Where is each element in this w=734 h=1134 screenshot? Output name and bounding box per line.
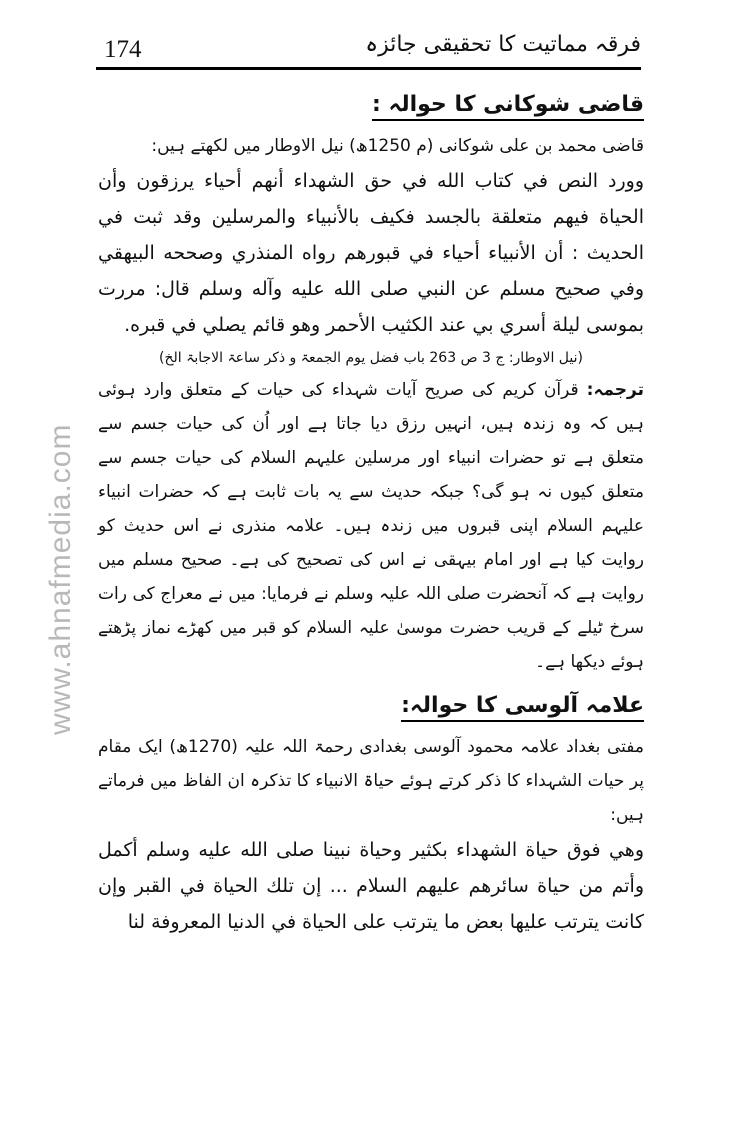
section-shawkani <box>98 84 644 679</box>
arabic-quote: وورد النص في كتاب الله في حق الشهداء أنهم أحياء يرزقون وأن الحياة فيهم متعلقة بالجسد فكيف بالأنبياء والمرسلين وقد ثبت في الحديث : أن الأنبياء أحياء في قبورهم رواه المنذري وصححه البيهقي وفي صحيح مسلم عن النبي صلى الله عليه وآله وسلم قال: مررت بموسى ليلة أسري بي عند الكثيب الأحمر وهو قائم يصلي في قبره. <box>98 170 644 336</box>
translation-text: قرآن کریم کی صریح آیات شہداء کی حیات کے متعلق وارد ہوئی ہیں کہ وہ زندہ ہیں، انہیں رزق دیا جاتا ہے اور اُن کی حیات جسم سے متعلق ہے تو حضرات انبیاء اور مرسلین علیہم السلام کی حیات جسم سے متعلق کیوں نہ ہو گی؟ جبکہ حدیث سے یہ بات ثابت ہے کہ حضرات انبیاء علیہم السلام اپنی قبروں میں زندہ ہیں۔ علامہ منذری نے اس حدیث کو روایت کیا ہے اور امام بیہقی نے اس کی تصحیح کی ہے۔ صحیح مسلم میں روایت ہے کہ آنحضرت صلی اللہ علیہ وسلم نے فرمایا: میں نے معراج کی رات سرخ ٹیلے کے قریب حضرت موسیٰ علیہ السلام کو قبر میں کھڑے نماز پڑھتے ہوئے دیکھا ہے۔ <box>98 380 644 672</box>
section-heading: علامہ آلوسی کا حوالہ: <box>401 693 644 722</box>
watermark: www.ahnafmedia.com <box>44 423 77 735</box>
page-number: 174 <box>104 36 142 63</box>
page-body <box>98 84 644 940</box>
intro-paragraph: مفتی بغداد علامہ محمود آلوسی بغدادی رحمۃ اللہ علیہ (1270ھ) ایک مقام پر حیات الشہداء کا ذکر کرتے ہوئے حیاۃ الانبیاء کا تذکرہ ان الفاظ میں فرماتے ہیں: <box>98 737 645 825</box>
section-heading: قاضی شوکانی کا حوالہ : <box>372 92 644 121</box>
translation-label: ترجمہ: <box>586 380 645 400</box>
page-header <box>96 28 641 70</box>
header-rule <box>96 67 641 70</box>
book-title: فرقہ مماتیت کا تحقیقی جائزہ <box>365 32 641 57</box>
arabic-quote: وهي فوق حياة الشهداء بكثير وحياة نبينا صلى الله عليه وسلم أكمل وأتم من حياة سائرهم عليهم السلام ... إن تلك الحياة في القبر وإن كانت يترتب عليها بعض ما يترتب على الحياة في الدنيا المعروفة لنا <box>98 839 644 933</box>
translation-paragraph <box>98 373 644 679</box>
citation: (نیل الاوطار: ج 3 ص 263 باب فضل یوم الجمعۃ و ذکر ساعۃ الاجابۃ الخ) <box>159 350 583 366</box>
intro-paragraph: قاضی محمد بن علی شوکانی (م 1250ھ) نیل الاوطار میں لکھتے ہیں: <box>151 136 644 156</box>
section-alusi <box>98 685 644 940</box>
